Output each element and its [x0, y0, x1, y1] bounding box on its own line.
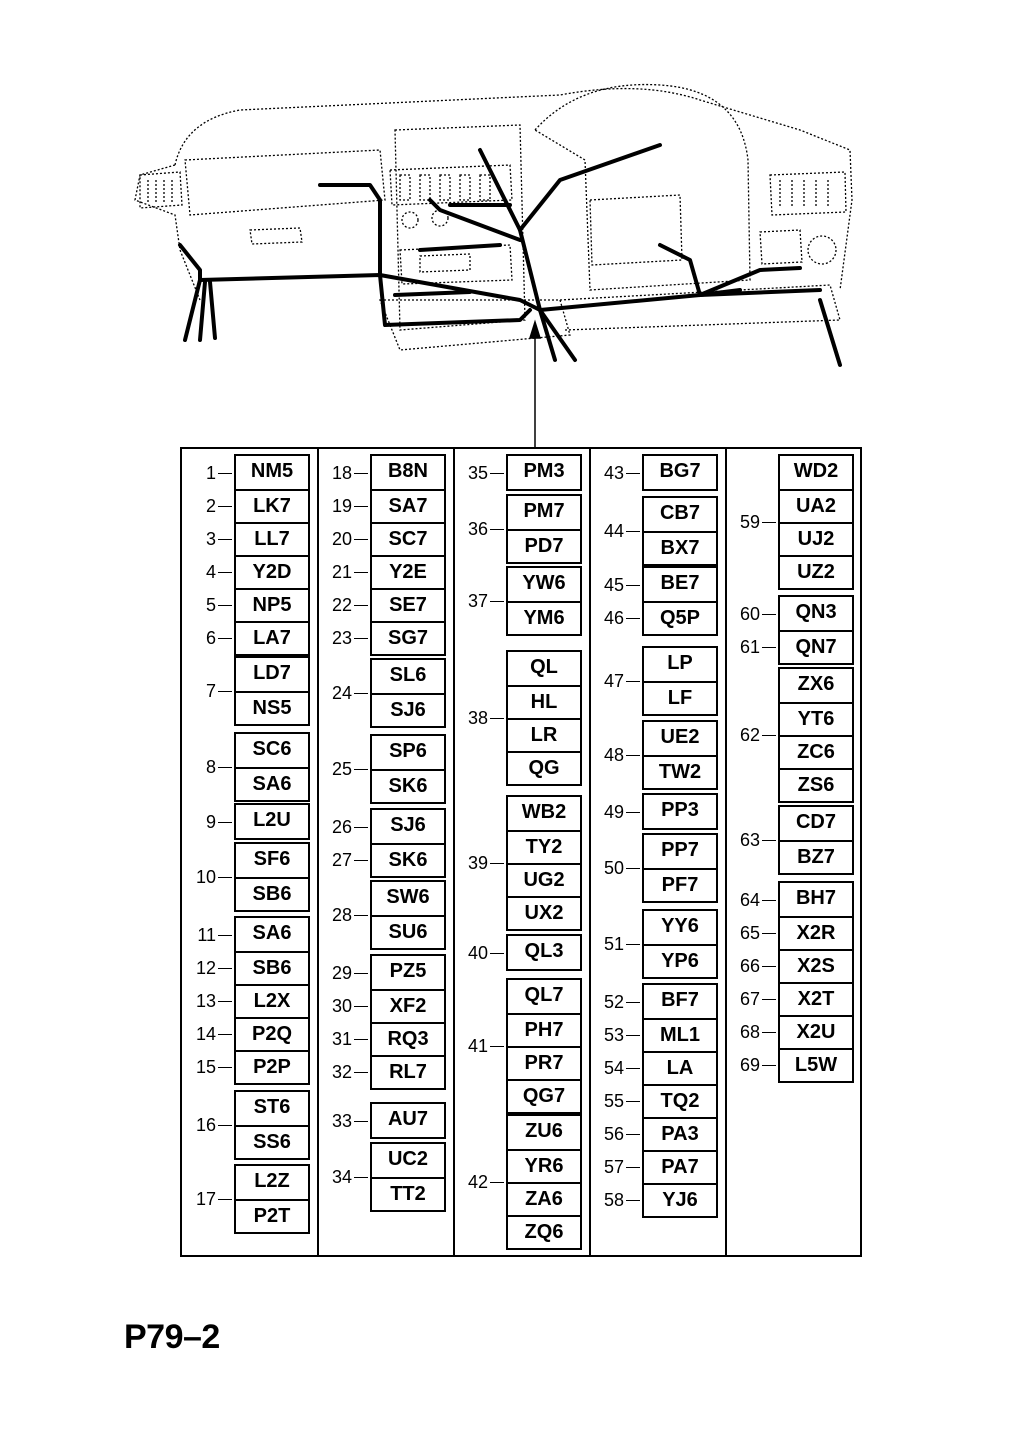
part-code: PD7 [508, 529, 580, 562]
item-number: 18 [331, 462, 352, 483]
part-code-group [642, 983, 718, 1218]
item-number: 40 [467, 942, 488, 963]
part-code: YP6 [644, 944, 716, 977]
item-number: 27 [331, 849, 352, 870]
part-code: Y2E [372, 555, 444, 588]
part-code: RL7 [372, 1055, 444, 1088]
part-code: QL7 [524, 984, 564, 1006]
part-code: SK6 [372, 769, 444, 802]
part-code-group [642, 909, 718, 979]
item-number: 4 [205, 561, 216, 582]
part-code: PH7 [508, 1013, 580, 1046]
item-number: 20 [331, 528, 352, 549]
leader-line [490, 1046, 504, 1047]
leader-line [626, 1002, 640, 1003]
leader-line [626, 1200, 640, 1201]
part-code-group [778, 595, 854, 665]
leader-line [354, 973, 368, 974]
part-code-group [642, 646, 718, 716]
part-code: SU6 [372, 915, 444, 948]
leader-line [218, 638, 232, 639]
item-number: 36 [467, 519, 488, 539]
leader-line [626, 618, 640, 619]
part-code-group [234, 916, 310, 1085]
part-code: P2Q [236, 1017, 308, 1050]
part-code: PP7 [661, 839, 699, 861]
item-number: 23 [331, 627, 352, 648]
part-code-group [642, 793, 718, 830]
part-code-group [506, 934, 582, 971]
part-code-group [234, 803, 310, 840]
item-number: 46 [603, 607, 624, 628]
item-number: 10 [195, 867, 216, 887]
leader-line [354, 693, 368, 694]
part-code: PM7 [523, 500, 565, 522]
part-code: SF6 [253, 848, 291, 870]
leader-line [762, 735, 776, 736]
part-code-group [506, 566, 582, 636]
part-code-group [506, 978, 582, 1114]
part-code: UX2 [508, 896, 580, 929]
leader-line [354, 539, 368, 540]
leader-line [354, 827, 368, 828]
leader-line [354, 769, 368, 770]
item-number: 65 [739, 922, 760, 943]
part-code: SG7 [372, 621, 444, 654]
part-code: BZ7 [780, 840, 852, 873]
leader-line [218, 968, 232, 969]
part-code: PM3 [523, 460, 565, 482]
item-number: 56 [603, 1123, 624, 1144]
column-divider [453, 449, 455, 1255]
item-number: 42 [467, 1172, 488, 1192]
part-code-group [778, 454, 854, 590]
leader-line [490, 1182, 504, 1183]
part-code: SJ6 [372, 693, 444, 726]
part-code: ZA6 [508, 1182, 580, 1215]
part-code: CD7 [795, 811, 836, 833]
part-code-group [506, 1114, 582, 1250]
item-number: 60 [739, 603, 760, 624]
item-number: 58 [603, 1189, 624, 1210]
item-number: 38 [467, 708, 488, 728]
item-number: 19 [331, 495, 352, 516]
part-code: BH7 [795, 887, 836, 909]
item-number: 44 [603, 521, 624, 541]
item-number: 39 [467, 853, 488, 873]
part-code: UE2 [660, 726, 700, 748]
part-code: TY2 [508, 830, 580, 863]
item-number: 66 [739, 955, 760, 976]
part-code: X2S [780, 949, 852, 982]
part-code: QL3 [524, 940, 564, 962]
leader-line [354, 605, 368, 606]
part-code: L2X [236, 984, 308, 1017]
item-number: 25 [331, 759, 352, 779]
part-code: Y2D [236, 555, 308, 588]
leader-line [762, 999, 776, 1000]
item-number: 41 [467, 1036, 488, 1056]
item-number: 53 [603, 1024, 624, 1045]
leader-line [218, 539, 232, 540]
item-number: 22 [331, 594, 352, 615]
item-number: 6 [205, 627, 216, 648]
part-code-group [234, 842, 310, 912]
item-number: 59 [739, 512, 760, 532]
part-code-group [506, 650, 582, 786]
item-number: 32 [331, 1061, 352, 1082]
part-code: SS6 [236, 1125, 308, 1158]
part-code: ZC6 [780, 735, 852, 768]
part-code: SL6 [389, 664, 427, 686]
part-code: YR6 [508, 1149, 580, 1182]
part-code: WD2 [793, 460, 839, 482]
part-code-group [506, 454, 582, 491]
part-code: PA3 [644, 1117, 716, 1150]
part-code: UG2 [508, 863, 580, 896]
item-number: 43 [603, 462, 624, 483]
leader-line [762, 966, 776, 967]
part-code-group [642, 720, 718, 790]
part-code: HL [508, 685, 580, 718]
leader-line [626, 868, 640, 869]
item-number: 34 [331, 1167, 352, 1187]
leader-line [762, 840, 776, 841]
part-code: QL [530, 656, 558, 678]
part-code-group [642, 833, 718, 903]
item-number: 28 [331, 905, 352, 925]
part-code: ST6 [253, 1096, 291, 1118]
part-code: CB7 [659, 502, 700, 524]
leader-line [218, 605, 232, 606]
part-code: NM5 [250, 460, 294, 482]
item-number: 54 [603, 1057, 624, 1078]
item-number: 30 [331, 995, 352, 1016]
part-code: Q5P [644, 601, 716, 634]
column-divider [725, 449, 727, 1255]
part-code: L5W [780, 1048, 852, 1081]
part-code: LA7 [236, 621, 308, 654]
part-code: AU7 [387, 1108, 428, 1130]
leader-line [354, 1121, 368, 1122]
part-code: BF7 [661, 989, 699, 1011]
parts-code-table [180, 447, 862, 1257]
part-code: XF2 [372, 989, 444, 1022]
leader-line [218, 1067, 232, 1068]
item-number: 14 [195, 1023, 216, 1044]
item-number: 26 [331, 816, 352, 837]
leader-line [218, 767, 232, 768]
part-code: PA7 [644, 1150, 716, 1183]
item-number: 11 [197, 924, 216, 945]
part-code: RQ3 [372, 1022, 444, 1055]
item-number: 52 [603, 991, 624, 1012]
part-code: SP6 [389, 740, 427, 762]
part-code: B8N [387, 460, 428, 482]
part-code: SC6 [252, 738, 292, 760]
leader-line [218, 935, 232, 936]
item-number: 8 [205, 757, 216, 777]
page-reference: P79–2 [124, 1318, 220, 1356]
leader-line [218, 822, 232, 823]
part-code: ML1 [644, 1018, 716, 1051]
part-code-group [370, 658, 446, 728]
leader-line [218, 506, 232, 507]
part-code: X2T [780, 982, 852, 1015]
leader-line [490, 529, 504, 530]
part-code-group [234, 1090, 310, 1160]
item-number: 1 [205, 462, 216, 483]
leader-line [354, 1039, 368, 1040]
item-number: 21 [331, 561, 352, 582]
part-code: LD7 [253, 662, 291, 684]
item-number: 12 [195, 957, 216, 978]
part-code: UZ2 [780, 555, 852, 588]
item-number: 33 [331, 1110, 352, 1131]
leader-line [762, 1065, 776, 1066]
part-code: YM6 [508, 601, 580, 634]
part-code: SC7 [372, 522, 444, 555]
leader-line [354, 638, 368, 639]
item-number: 2 [205, 495, 216, 516]
part-code-group [234, 1164, 310, 1234]
part-code: LR [508, 718, 580, 751]
item-number: 35 [467, 462, 488, 483]
leader-line [626, 1101, 640, 1102]
leader-line [354, 473, 368, 474]
part-code: BX7 [644, 531, 716, 564]
part-code: BE7 [660, 572, 700, 594]
item-number: 5 [205, 594, 216, 615]
part-code-group [370, 454, 446, 656]
part-code: SA6 [236, 767, 308, 800]
leader-line [354, 1006, 368, 1007]
leader-line [218, 473, 232, 474]
part-code: YJ6 [644, 1183, 716, 1216]
leader-line [626, 812, 640, 813]
leader-line [626, 585, 640, 586]
part-code-group [506, 494, 582, 564]
leader-line [490, 473, 504, 474]
part-code: LK7 [236, 489, 308, 522]
part-code: PP3 [661, 799, 699, 821]
part-code: LP [667, 652, 693, 674]
part-code: YW6 [522, 572, 566, 594]
part-code: SA7 [372, 489, 444, 522]
part-code: P2P [236, 1050, 308, 1083]
leader-line [354, 1177, 368, 1178]
leader-line [762, 900, 776, 901]
part-code-group [778, 667, 854, 803]
part-code: UA2 [780, 489, 852, 522]
item-number: 15 [195, 1056, 216, 1077]
part-code: BG7 [659, 460, 701, 482]
leader-line [626, 1134, 640, 1135]
part-code-group [642, 454, 718, 491]
item-number: 64 [739, 889, 760, 910]
leader-line [218, 1001, 232, 1002]
part-code: SB6 [236, 877, 308, 910]
part-code: ZQ6 [508, 1215, 580, 1248]
item-number: 16 [195, 1115, 216, 1135]
part-code: SW6 [386, 886, 430, 908]
part-code: TQ2 [644, 1084, 716, 1117]
item-number: 45 [603, 574, 624, 595]
leader-line [354, 506, 368, 507]
leader-line [626, 755, 640, 756]
item-number: 48 [603, 745, 624, 765]
part-code: UJ2 [780, 522, 852, 555]
leader-line [626, 1035, 640, 1036]
leader-line [626, 1068, 640, 1069]
part-code-group [234, 656, 310, 726]
leader-line [218, 691, 232, 692]
part-code: TT2 [372, 1177, 444, 1210]
part-code-group [506, 795, 582, 931]
item-number: 68 [739, 1021, 760, 1042]
part-code: L2U [253, 809, 291, 831]
leader-line [762, 614, 776, 615]
leader-line [218, 1199, 232, 1200]
item-number: 51 [603, 934, 624, 954]
leader-line [626, 944, 640, 945]
leader-line [218, 1034, 232, 1035]
item-number: 63 [739, 830, 760, 850]
item-number: 9 [205, 811, 216, 832]
part-code: LF [644, 681, 716, 714]
part-code: ZS6 [780, 768, 852, 801]
part-code: SE7 [372, 588, 444, 621]
leader-line [490, 718, 504, 719]
part-code: QG [508, 751, 580, 784]
item-number: 7 [205, 681, 216, 701]
part-code-group [642, 566, 718, 636]
part-code-group [642, 496, 718, 566]
part-code: LA [644, 1051, 716, 1084]
item-number: 37 [467, 591, 488, 611]
item-number: 29 [331, 962, 352, 983]
part-code-group [370, 954, 446, 1090]
leader-line [354, 572, 368, 573]
part-code: NS5 [236, 691, 308, 724]
part-code: SJ6 [390, 814, 426, 836]
part-code: P2T [236, 1199, 308, 1232]
item-number: 17 [195, 1189, 216, 1209]
leader-line [218, 1125, 232, 1126]
leader-line [626, 473, 640, 474]
part-code: X2U [780, 1015, 852, 1048]
part-code: ZX6 [797, 673, 835, 695]
part-code: QG7 [508, 1079, 580, 1112]
part-code: YT6 [780, 702, 852, 735]
item-number: 3 [205, 528, 216, 549]
part-code: UC2 [387, 1148, 428, 1170]
item-number: 61 [739, 636, 760, 657]
leader-line [354, 860, 368, 861]
part-code: LL7 [236, 522, 308, 555]
part-code-group [234, 732, 310, 802]
part-code: WB2 [521, 801, 567, 823]
item-number: 49 [603, 801, 624, 822]
part-code: YY6 [661, 915, 699, 937]
part-code-group [370, 1142, 446, 1212]
item-number: 62 [739, 725, 760, 745]
part-code: SK6 [372, 843, 444, 876]
part-code: TW2 [644, 755, 716, 788]
leader-line [218, 572, 232, 573]
part-code-group [234, 454, 310, 656]
item-number: 55 [603, 1090, 624, 1111]
item-number: 47 [603, 671, 624, 691]
part-code: QN3 [795, 601, 837, 623]
dashboard-wiring-harness-icon [0, 0, 1024, 450]
leader-line [762, 1032, 776, 1033]
leader-line [218, 877, 232, 878]
part-code: PZ5 [389, 960, 427, 982]
leader-line [490, 953, 504, 954]
leader-line [354, 915, 368, 916]
part-code: QN7 [780, 630, 852, 663]
part-code: L2Z [254, 1170, 290, 1192]
part-code-group [778, 805, 854, 875]
part-code: X2R [780, 916, 852, 949]
part-code: SA6 [252, 922, 292, 944]
leader-line [626, 1167, 640, 1168]
part-code-group [370, 1102, 446, 1139]
item-number: 57 [603, 1156, 624, 1177]
leader-line [762, 933, 776, 934]
item-number: 69 [739, 1054, 760, 1075]
item-number: 13 [195, 990, 216, 1011]
leader-line [490, 601, 504, 602]
part-code: ZU6 [525, 1120, 563, 1142]
leader-line [626, 681, 640, 682]
leader-line [626, 531, 640, 532]
part-code: PF7 [644, 868, 716, 901]
part-code-group [778, 881, 854, 1083]
item-number: 24 [331, 683, 352, 703]
leader-line [762, 522, 776, 523]
part-code: PR7 [508, 1046, 580, 1079]
leader-line [762, 647, 776, 648]
part-code-group [370, 734, 446, 804]
item-number: 67 [739, 988, 760, 1009]
item-number: 31 [331, 1028, 352, 1049]
part-code: SB6 [236, 951, 308, 984]
part-code: NP5 [236, 588, 308, 621]
leader-line [354, 1072, 368, 1073]
item-number: 50 [603, 858, 624, 878]
part-code-group [370, 808, 446, 878]
leader-line [490, 863, 504, 864]
part-code-group [370, 880, 446, 950]
